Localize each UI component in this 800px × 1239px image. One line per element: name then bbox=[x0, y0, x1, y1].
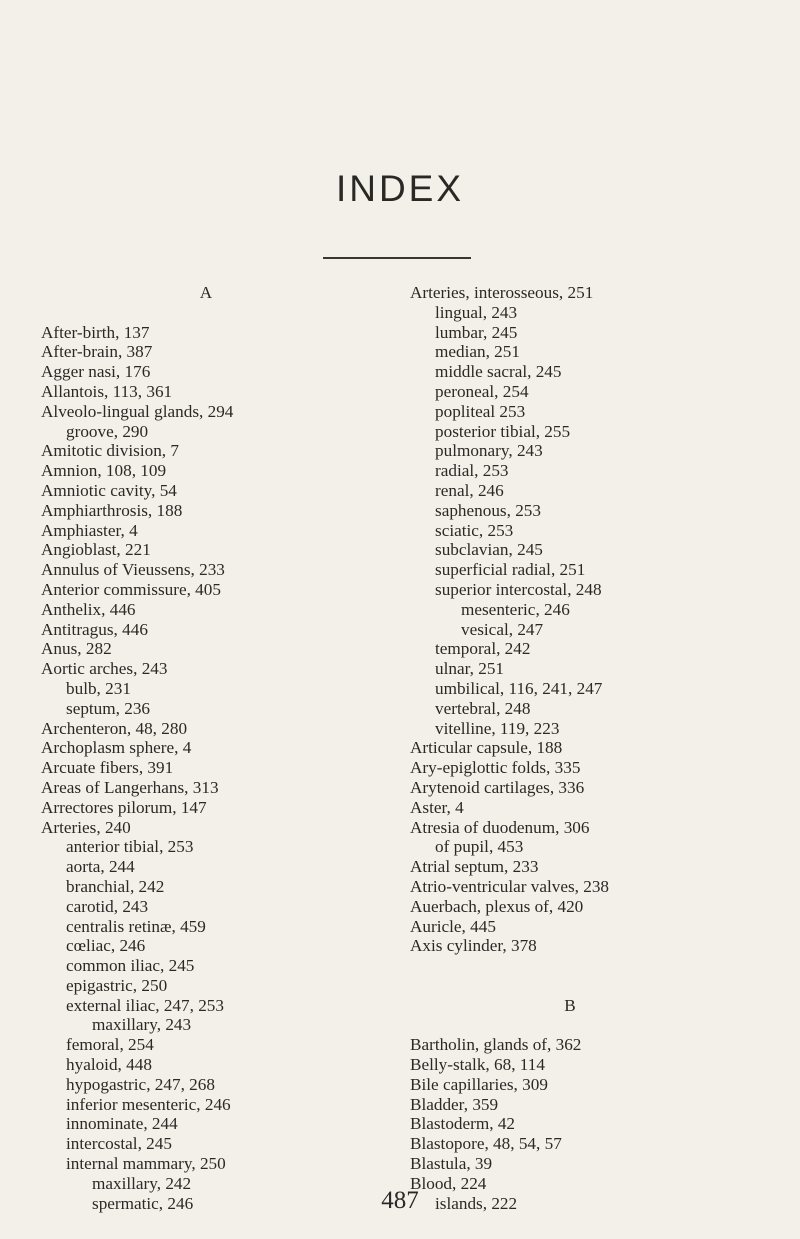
index-entry: Amphiarthrosis, 188 bbox=[41, 500, 183, 520]
index-subentry: cœliac, 246 bbox=[66, 936, 146, 956]
index-subentry: maxillary, 243 bbox=[92, 1015, 192, 1035]
index-entry: Blood, 224 bbox=[410, 1173, 487, 1193]
index-entry: Atresia of duodenum, 306 bbox=[410, 817, 590, 837]
index-entry: Blastula, 39 bbox=[410, 1154, 493, 1174]
page-title: INDEX bbox=[335, 168, 465, 209]
index-subentry: sciatic, 253 bbox=[435, 520, 514, 540]
index-entry: Anterior commissure, 405 bbox=[41, 579, 221, 599]
index-subentry: subclavian, 245 bbox=[435, 540, 543, 560]
index-entry: After-brain, 387 bbox=[41, 342, 153, 362]
index-entry: Amitotic division, 7 bbox=[41, 441, 179, 461]
index-entry: Agger nasi, 176 bbox=[41, 362, 151, 382]
index-subentry: superficial radial, 251 bbox=[435, 560, 586, 580]
index-subentry: mesenteric, 246 bbox=[461, 599, 570, 619]
index-subentry: aorta, 244 bbox=[66, 857, 135, 877]
index-subentry: lumbar, 245 bbox=[435, 322, 518, 342]
index-entry: Blastopore, 48, 54, 57 bbox=[410, 1134, 562, 1154]
index-subentry: hyaloid, 448 bbox=[66, 1055, 152, 1075]
index-subentry: centralis retinæ, 459 bbox=[66, 916, 206, 936]
index-subentry: external iliac, 247, 253 bbox=[66, 995, 224, 1015]
section-heading: A bbox=[199, 283, 213, 302]
index-subentry: septum, 236 bbox=[66, 698, 151, 718]
index-subentry: popliteal 253 bbox=[435, 401, 526, 421]
index-subentry: epigastric, 250 bbox=[66, 975, 168, 995]
index-entry: Arytenoid cartilages, 336 bbox=[410, 777, 585, 797]
index-subentry: islands, 222 bbox=[435, 1193, 518, 1213]
index-entry: Antitragus, 446 bbox=[41, 619, 148, 639]
index-subentry: carotid, 243 bbox=[66, 896, 149, 916]
index-entry: Amnion, 108, 109 bbox=[41, 461, 167, 481]
index-subentry: posterior tibial, 255 bbox=[435, 421, 571, 441]
spacer bbox=[410, 976, 770, 996]
index-entry: Auricle, 445 bbox=[410, 916, 496, 936]
index-entry: Alveolo-lingual glands, 294 bbox=[41, 401, 234, 421]
index-entry: Auerbach, plexus of, 420 bbox=[410, 896, 584, 916]
index-column-right bbox=[410, 283, 770, 1213]
index-subentry: median, 251 bbox=[435, 342, 520, 362]
index-entry: Belly-stalk, 68, 114 bbox=[410, 1055, 545, 1075]
index-entry: Annulus of Vieussens, 233 bbox=[41, 560, 225, 580]
index-subentry: vitelline, 119, 223 bbox=[435, 718, 560, 738]
index-entry: Anthelix, 446 bbox=[41, 599, 136, 619]
index-subentry: vesical, 247 bbox=[461, 619, 544, 639]
index-subentry: hypogastric, 247, 268 bbox=[66, 1074, 215, 1094]
spacer bbox=[410, 956, 770, 976]
index-entry: Atrial septum, 233 bbox=[410, 857, 539, 877]
index-subentry: anterior tibial, 253 bbox=[66, 837, 194, 857]
index-entry: Bartholin, glands of, 362 bbox=[410, 1035, 582, 1055]
index-subentry: renal, 246 bbox=[435, 480, 504, 500]
index-subentry: bulb, 231 bbox=[66, 678, 131, 698]
index-subentry: groove, 290 bbox=[66, 421, 149, 441]
index-subentry: peroneal, 254 bbox=[435, 381, 529, 401]
index-subentry: internal mammary, 250 bbox=[66, 1154, 226, 1174]
index-subentry: femoral, 254 bbox=[66, 1035, 154, 1055]
index-entry: Arcuate fibers, 391 bbox=[41, 758, 174, 778]
index-entry: Archoplasm sphere, 4 bbox=[41, 738, 192, 758]
index-entry: Archenteron, 48, 280 bbox=[41, 718, 188, 738]
index-subentry: branchial, 242 bbox=[66, 876, 165, 896]
spacer bbox=[410, 1015, 770, 1035]
index-entry: Aortic arches, 243 bbox=[41, 659, 168, 679]
page-number: 487 bbox=[381, 1187, 419, 1214]
index-entry: Arrectores pilorum, 147 bbox=[41, 797, 207, 817]
index-subentry: maxillary, 242 bbox=[92, 1173, 192, 1193]
index-entry: Ary-epiglottic folds, 335 bbox=[410, 758, 581, 778]
index-subentry: common iliac, 245 bbox=[66, 956, 195, 976]
index-entry: Angioblast, 221 bbox=[41, 540, 151, 560]
index-subentry: umbilical, 116, 241, 247 bbox=[435, 678, 603, 698]
index-subentry: of pupil, 453 bbox=[435, 837, 524, 857]
index-subentry: pulmonary, 243 bbox=[435, 441, 543, 461]
index-subentry: spermatic, 246 bbox=[92, 1193, 194, 1213]
index-entry: Amniotic cavity, 54 bbox=[41, 480, 177, 500]
index-entry: Bile capillaries, 309 bbox=[410, 1074, 548, 1094]
index-entry: Arteries, 240 bbox=[41, 817, 131, 837]
title-rule bbox=[323, 257, 471, 259]
index-entry: Bladder, 359 bbox=[410, 1094, 499, 1114]
index-entry: Aster, 4 bbox=[410, 797, 464, 817]
index-subentry: radial, 253 bbox=[435, 461, 509, 481]
index-subentry: innominate, 244 bbox=[66, 1114, 178, 1134]
index-entry: Arteries, interosseous, 251 bbox=[410, 283, 594, 302]
index-subentry: intercostal, 245 bbox=[66, 1134, 172, 1154]
index-entry: Atrio-ventricular valves, 238 bbox=[410, 876, 610, 896]
index-subentry: saphenous, 253 bbox=[435, 500, 541, 520]
index-subentry: temporal, 242 bbox=[435, 639, 531, 659]
index-subentry: middle sacral, 245 bbox=[435, 362, 562, 382]
index-entry: Axis cylinder, 378 bbox=[410, 936, 537, 956]
spacer bbox=[41, 303, 381, 323]
index-subentry: ulnar, 251 bbox=[435, 659, 505, 679]
index-entry: Allantois, 113, 361 bbox=[41, 381, 173, 401]
index-entry: Articular capsule, 188 bbox=[410, 738, 563, 758]
section-heading: B bbox=[564, 995, 576, 1015]
index-subentry: lingual, 243 bbox=[435, 302, 518, 322]
index-entry: Amphiaster, 4 bbox=[41, 520, 138, 540]
index-subentry: vertebral, 248 bbox=[435, 698, 531, 718]
index-entry: Areas of Langerhans, 313 bbox=[41, 777, 219, 797]
index-subentry: inferior mesenteric, 246 bbox=[66, 1094, 231, 1114]
index-entry: After-birth, 137 bbox=[41, 322, 150, 342]
index-subentry: superior intercostal, 248 bbox=[435, 579, 602, 599]
index-entry: Blastoderm, 42 bbox=[410, 1114, 516, 1134]
index-column-left bbox=[41, 283, 381, 1213]
index-entry: Anus, 282 bbox=[41, 639, 112, 659]
